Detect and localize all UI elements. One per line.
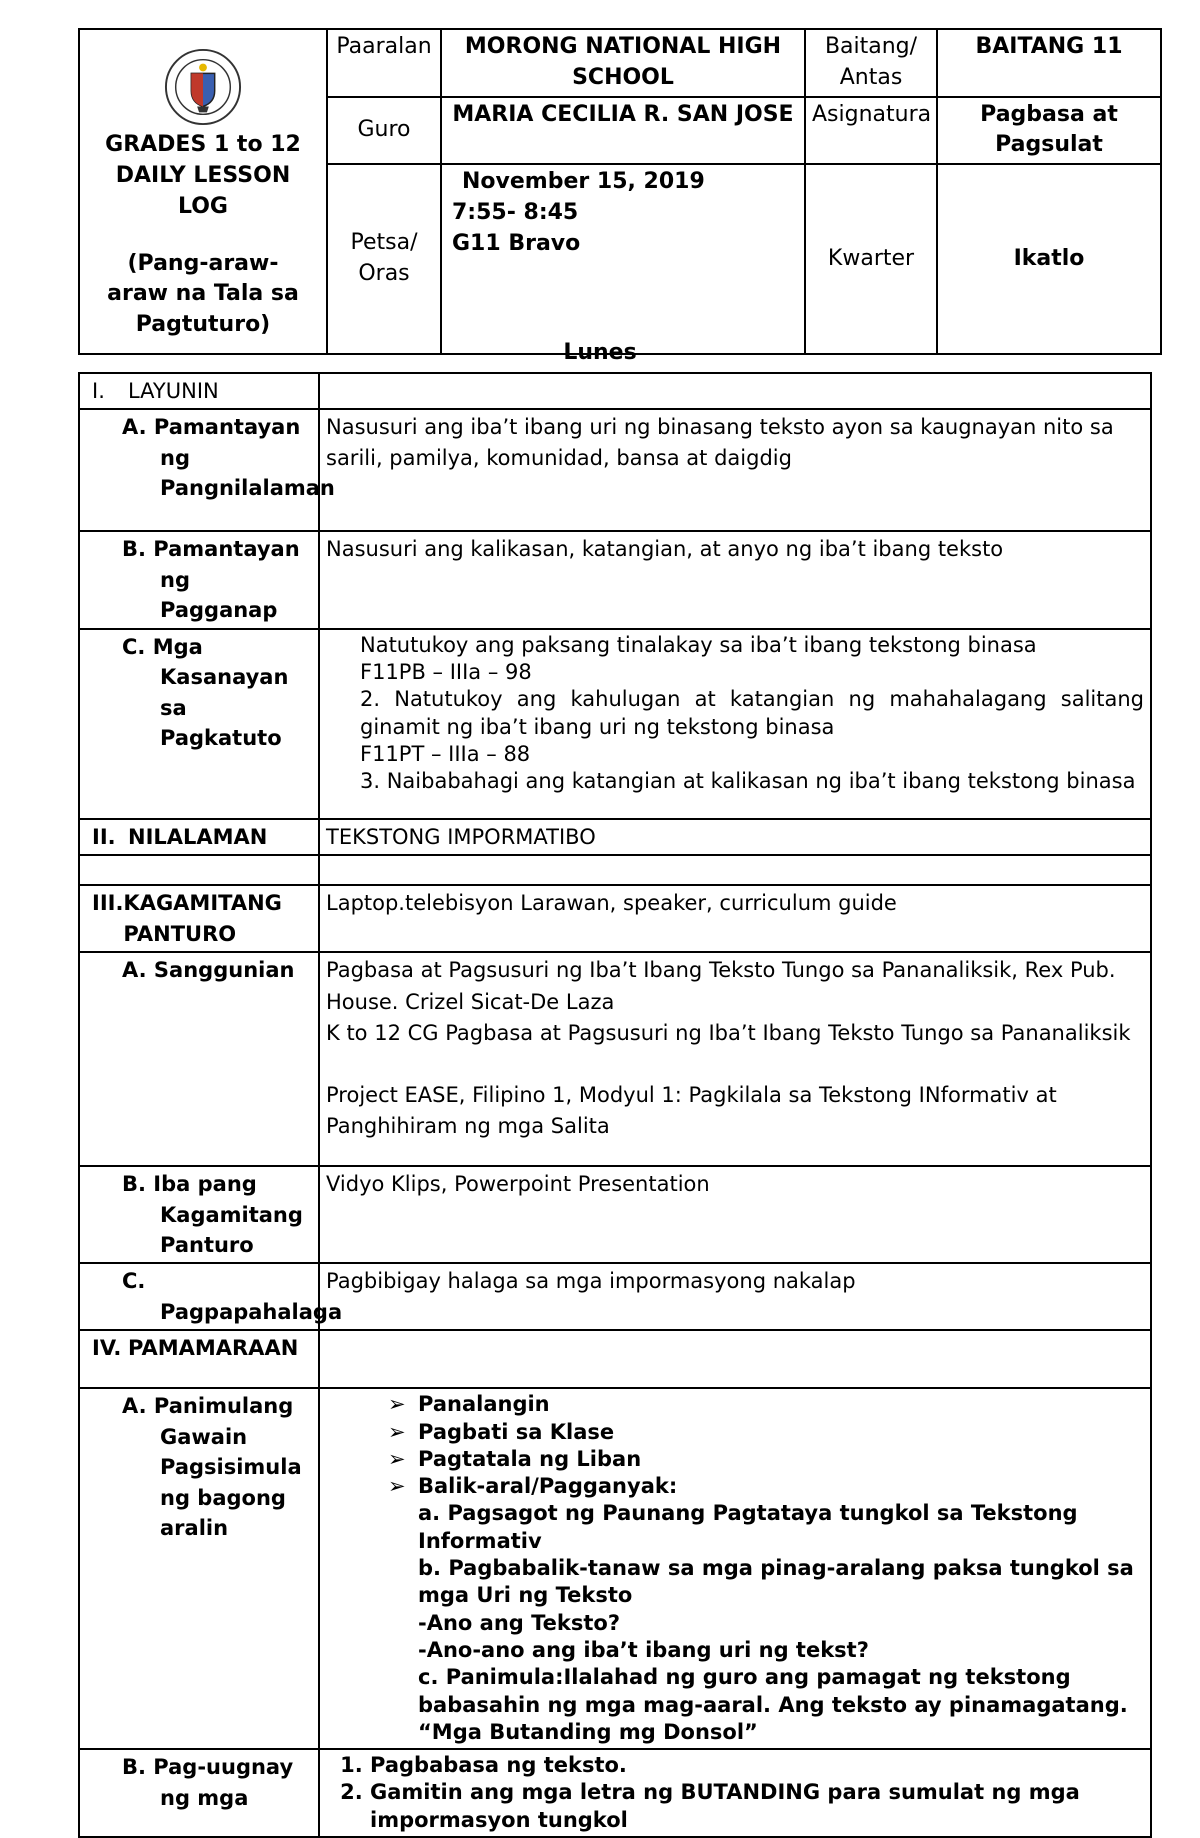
paguugnay-list [326,1752,1144,1834]
list-item: 2. Gamitin ang mga letra ng BUTANDING para sumulat ng mga impormasyon tungkol [370,1779,1144,1834]
empty-cell [319,855,1151,885]
activity-sub-item: b. Pagbabalik-tanaw sa mga pinag-aralang paksa tungkol sa mga Uri ng Teksto [418,1556,1134,1608]
title-cell [79,29,327,354]
table-row [79,409,1151,531]
list-item [388,1473,1144,1500]
table-row [79,373,1151,409]
table-row [79,952,1151,1166]
table-row [79,531,1151,628]
panimulang-gawain-content [319,1388,1151,1749]
table-row [79,885,1151,952]
date-value [441,164,805,354]
doc-title-line-2: DAILY LESSON [115,163,291,188]
arrow-bullet-icon: ➢ [388,1474,406,1499]
kasanayan-text [319,629,1151,819]
activity-sub-item: c. Panimula:Ilalahad ng guro ang pamagat ng tekstong babasahin ng mga mag-aaral. Ang teksto ay pinamagatang. “Mga Butanding mg Donsol” [418,1665,1128,1744]
table-row [79,629,1151,819]
kasanayan-label: C. Mga Kasanayan sa Pagkatuto [79,629,319,819]
iba-pang-kagamitan-text: Vidyo Klips, Powerpoint Presentation [319,1166,1151,1263]
section-label: PAMAMARAAN [128,1336,299,1361]
kasanayan-code: F11PT – IIIa – 88 [360,741,531,766]
section-label: NILALAMAN [128,824,268,849]
section-label: LAYUNIN [128,379,219,403]
list-item-label: Panalangin [418,1392,550,1417]
section-number: II. [92,824,116,849]
reference-spacer [326,1050,1144,1080]
doc-subtitle-line-2: araw na Tala sa [107,281,299,307]
section-label: KAGAMITANG PANTURO [123,891,282,946]
pamantayan-pagganap-text: Nasusuri ang kalikasan, katangian, at anyo ng iba’t ibang teksto [319,531,1151,628]
kagamitan-text: Laptop.telebisyon Larawan, speaker, curriculum guide [319,885,1151,952]
activity-question: -Ano-ano ang iba’t ibang uri ng tekst? [418,1637,869,1662]
panimulang-gawain-label: A. Panimulang Gawain Pagsisimula ng bagong aralin [79,1388,319,1749]
pagpapahalaga-text: Pagbibigay halaga sa mga impormasyong nakalap [319,1263,1151,1330]
empty-cell [79,855,319,885]
school-label: Paaralan [327,29,441,97]
activity-list [326,1391,1144,1500]
table-row [79,1166,1151,1263]
activity-sub-item: a. Pagsagot ng Paunang Pagtataya tungkol sa Tekstong Informativ [418,1501,1078,1553]
header-table [78,28,1162,355]
date-line: November 15, 2019 [462,169,705,195]
time-line: 7:55- 8:45 [452,199,579,225]
pamamaraan-label [79,1330,319,1388]
list-item [388,1446,1144,1473]
doc-subtitle-line-3: Pagtuturo) [135,312,271,338]
reference-line: Pagbasa at Pagsusuri ng Iba’t Ibang Teksto Tungo sa Pananaliksik, Rex Pub. House. Crizel Sicat-De Laza [326,958,1116,1014]
layunin-label [79,373,319,409]
table-row [79,855,1151,885]
paguugnay-label: B. Pag-uugnay ng mga [79,1749,319,1837]
lesson-table [78,372,1152,1838]
doc-subtitle-line-1: (Pang-araw- [127,250,279,276]
kasanayan-line: 3. Naibabahagi ang katangian at kalikasan ng iba’t ibang tekstong binasa [360,769,1136,794]
deped-seal-icon [164,48,242,126]
teacher-value: MARIA CECILIA R. SAN JOSE [441,97,805,165]
subject-value: Pagbasa at Pagsulat [937,97,1161,165]
kasanayan-code: F11PB – IIIa – 98 [360,660,532,685]
kasanayan-line: Natutukoy ang paksang tinalakay sa iba’t ibang tekstong binasa [360,632,1037,657]
list-item: 1. Pagbabasa ng teksto. [370,1752,1144,1779]
quarter-value: Ikatlo [937,164,1161,354]
doc-title-line-1: GRADES 1 to 12 [105,132,301,158]
paguugnay-content [319,1749,1151,1837]
grade-value: BAITANG 11 [937,29,1161,97]
list-item-label: Pagbati sa Klase [418,1419,615,1444]
section-number: I. [92,379,105,403]
activity-question: -Ano ang Teksto? [418,1610,621,1635]
pamantayan-pangnilalaman-text: Nasusuri ang iba’t ibang uri ng binasang teksto ayon sa kaugnayan nito sa sarili, pamilya, komunidad, bansa at daigdig [319,409,1151,531]
day-label: Lunes [563,340,637,365]
section-line: G11 Bravo [452,230,581,256]
nilalaman-text: TEKSTONG IMPORMATIBO [319,819,1151,855]
list-item-label: Pagtatala ng Liban [418,1446,642,1471]
arrow-bullet-icon: ➢ [388,1446,406,1471]
table-row [79,819,1151,855]
activity-details [326,1500,1144,1746]
empty-cell [319,1330,1151,1388]
list-item [388,1419,1144,1446]
reference-line: K to 12 CG Pagbasa at Pagsusuri ng Iba’t Ibang Teksto Tungo sa Pananaliksik [326,1021,1131,1046]
sanggunian-text [319,952,1151,1166]
empty-cell [319,373,1151,409]
school-value: MORONG NATIONAL HIGH SCHOOL [441,29,805,97]
table-row [79,1263,1151,1330]
arrow-bullet-icon: ➢ [388,1419,406,1444]
reference-line: Project EASE, Filipino 1, Modyul 1: Pagkilala sa Tekstong INformativ at Panghihiram ng mga Salita [326,1082,1057,1139]
kagamitan-label [79,885,319,952]
pamantayan-pangnilalaman-label: A. Pamantayan ng Pangnilalaman [79,409,319,531]
grade-label: Baitang/ Antas [805,29,937,97]
sanggunian-label: A. Sanggunian [79,952,319,1166]
nilalaman-label [79,819,319,855]
list-item-label: Balik-aral/Pagganyak: [418,1474,678,1499]
arrow-bullet-icon: ➢ [388,1392,406,1417]
doc-title-line-3: LOG [178,193,228,219]
iba-pang-kagamitan-label: B. Iba pang Kagamitang Panturo [79,1166,319,1263]
section-number: III. [92,891,124,916]
table-row [79,1388,1151,1749]
table-row [79,1330,1151,1388]
quarter-label: Kwarter [805,164,937,354]
teacher-label: Guro [327,97,441,165]
kasanayan-line: 2. Natutukoy ang kahulugan at katangian ng mahahalagang salitang ginamit ng iba’t ibang uri ng tekstong binasa [360,687,1144,739]
pagpapahalaga-label: C. Pagpapahalaga [79,1263,319,1330]
date-label: Petsa/ Oras [327,164,441,354]
list-item [388,1391,1144,1418]
subject-label: Asignatura [805,97,937,165]
pamantayan-pagganap-label: B. Pamantayan ng Pagganap [79,531,319,628]
section-number: IV. [92,1336,122,1361]
table-row [79,1749,1151,1837]
